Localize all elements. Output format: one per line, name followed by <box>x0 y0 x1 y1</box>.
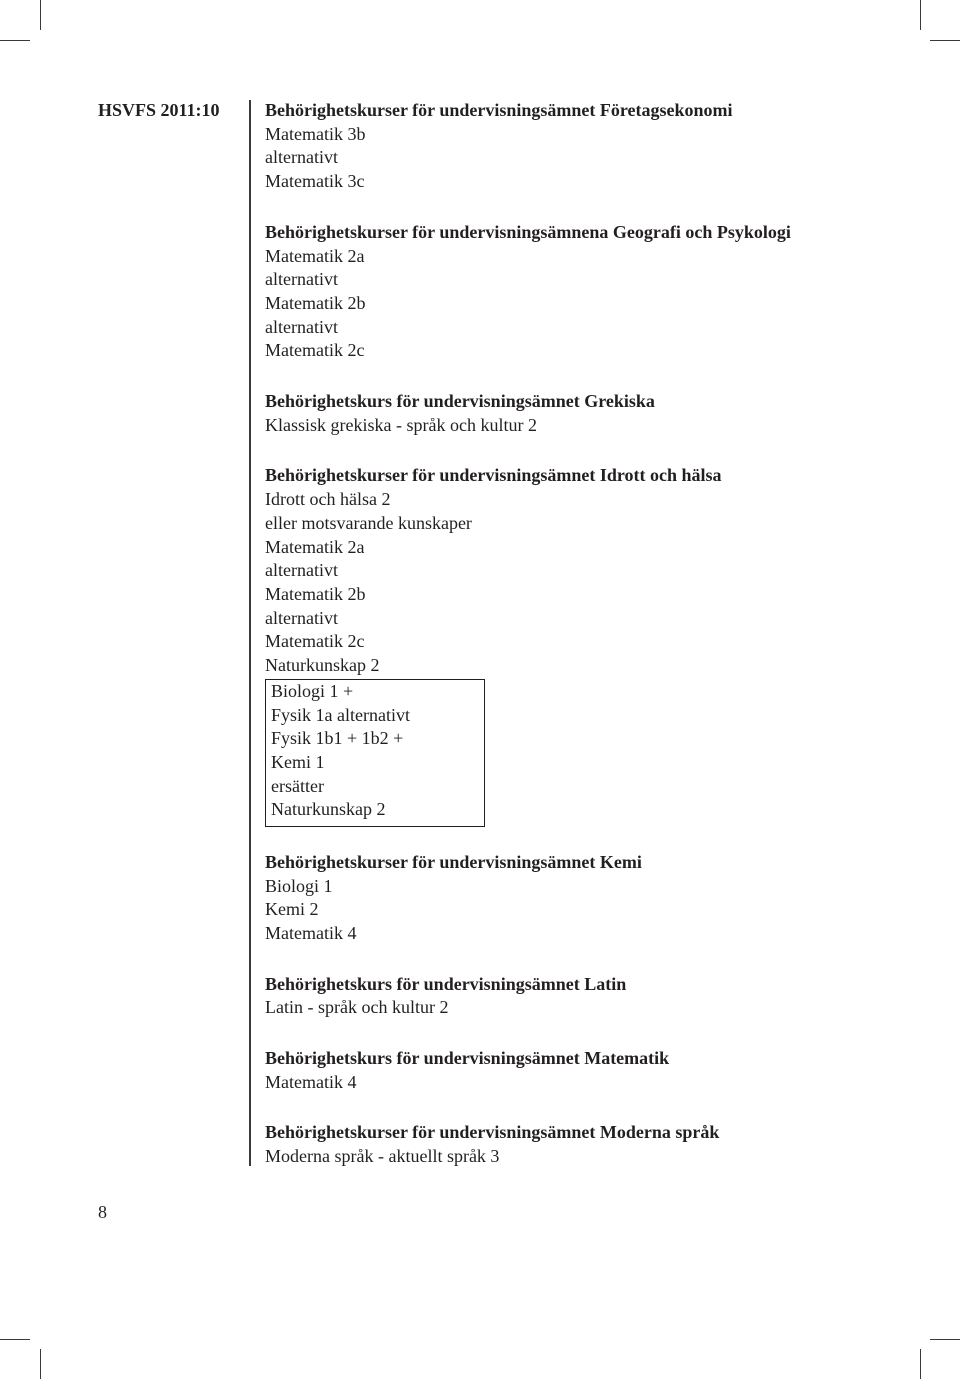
course-line: Idrott och hälsa 2 <box>265 489 391 510</box>
course-line: Matematik 2b <box>265 292 366 313</box>
course-line: alternativt <box>265 269 338 290</box>
page-number: 8 <box>98 1202 107 1222</box>
section-heading: Behörighetskurser för undervisningsämnet Idrott och hälsa <box>265 465 722 486</box>
crop-mark-bottom-left-horizontal <box>0 1339 30 1340</box>
section-latin <box>265 973 925 1020</box>
course-line: Latin - språk och kultur 2 <box>265 997 449 1018</box>
section-heading: Behörighetskurs för undervisningsämnet Latin <box>265 973 627 994</box>
course-line: Matematik 2b <box>265 583 366 604</box>
section-heading: Behörighetskurs för undervisningsämnet Grekiska <box>265 391 655 412</box>
box-line: Fysik 1b1 + 1b2 + <box>271 728 404 749</box>
section-idrott-och-halsa <box>265 464 925 826</box>
section-grekiska <box>265 390 925 437</box>
course-line: Naturkunskap 2 <box>265 655 380 676</box>
course-line: Biologi 1 <box>265 875 333 896</box>
replacement-box <box>265 679 485 827</box>
course-line: alternativt <box>265 607 338 628</box>
course-line: alternativt <box>265 316 338 337</box>
crop-mark-bottom-right-horizontal <box>930 1339 960 1340</box>
course-line: Klassisk grekiska - språk och kultur 2 <box>265 414 537 435</box>
course-line: Matematik 2c <box>265 340 365 361</box>
course-line: Matematik 4 <box>265 922 357 943</box>
box-line: ersätter <box>271 775 324 796</box>
section-geografi-psykologi <box>265 221 925 363</box>
course-line: Matematik 2a <box>265 536 365 557</box>
crop-mark-top-right-vertical <box>920 0 921 30</box>
crop-mark-bottom-right-vertical <box>920 1349 921 1379</box>
course-line: Matematik 2a <box>265 245 365 266</box>
crop-mark-top-left-horizontal <box>0 40 30 41</box>
crop-mark-bottom-left-vertical <box>40 1349 41 1379</box>
course-line: eller motsvarande kunskaper <box>265 512 472 533</box>
course-line: Kemi 2 <box>265 899 319 920</box>
section-foretagsekonomi <box>265 99 925 194</box>
course-line: Moderna språk - aktuellt språk 3 <box>265 1146 500 1167</box>
box-line: Naturkunskap 2 <box>271 799 386 820</box>
section-heading: Behörighetskurs för undervisningsämnet Matematik <box>265 1048 670 1069</box>
crop-mark-top-right-horizontal <box>930 40 960 41</box>
course-line: Matematik 2c <box>265 631 365 652</box>
box-line: Fysik 1a alternativt <box>271 704 410 725</box>
course-line: alternativt <box>265 147 338 168</box>
section-kemi <box>265 851 925 946</box>
box-line: Kemi 1 <box>271 752 325 773</box>
course-line: Matematik 4 <box>265 1071 357 1092</box>
section-matematik <box>265 1047 925 1094</box>
course-line: alternativt <box>265 560 338 581</box>
section-heading: Behörighetskurser för undervisningsämnena Geografi och Psykologi <box>265 221 791 242</box>
section-heading: Behörighetskurser för undervisningsämnet Företagsekonomi <box>265 100 733 120</box>
main-content <box>265 99 925 1169</box>
box-line: Biologi 1 + <box>271 681 354 702</box>
section-heading: Behörighetskurser för undervisningsämnet Kemi <box>265 851 642 872</box>
crop-mark-top-left-vertical <box>40 0 41 30</box>
section-moderna-sprak <box>265 1121 925 1168</box>
margin-rule <box>249 100 251 1166</box>
course-line: Matematik 3b <box>265 123 366 144</box>
course-line: Matematik 3c <box>265 171 365 192</box>
section-heading: Behörighetskurser för undervisningsämnet Moderna språk <box>265 1122 720 1143</box>
document-code: HSVFS 2011:10 <box>98 100 220 120</box>
